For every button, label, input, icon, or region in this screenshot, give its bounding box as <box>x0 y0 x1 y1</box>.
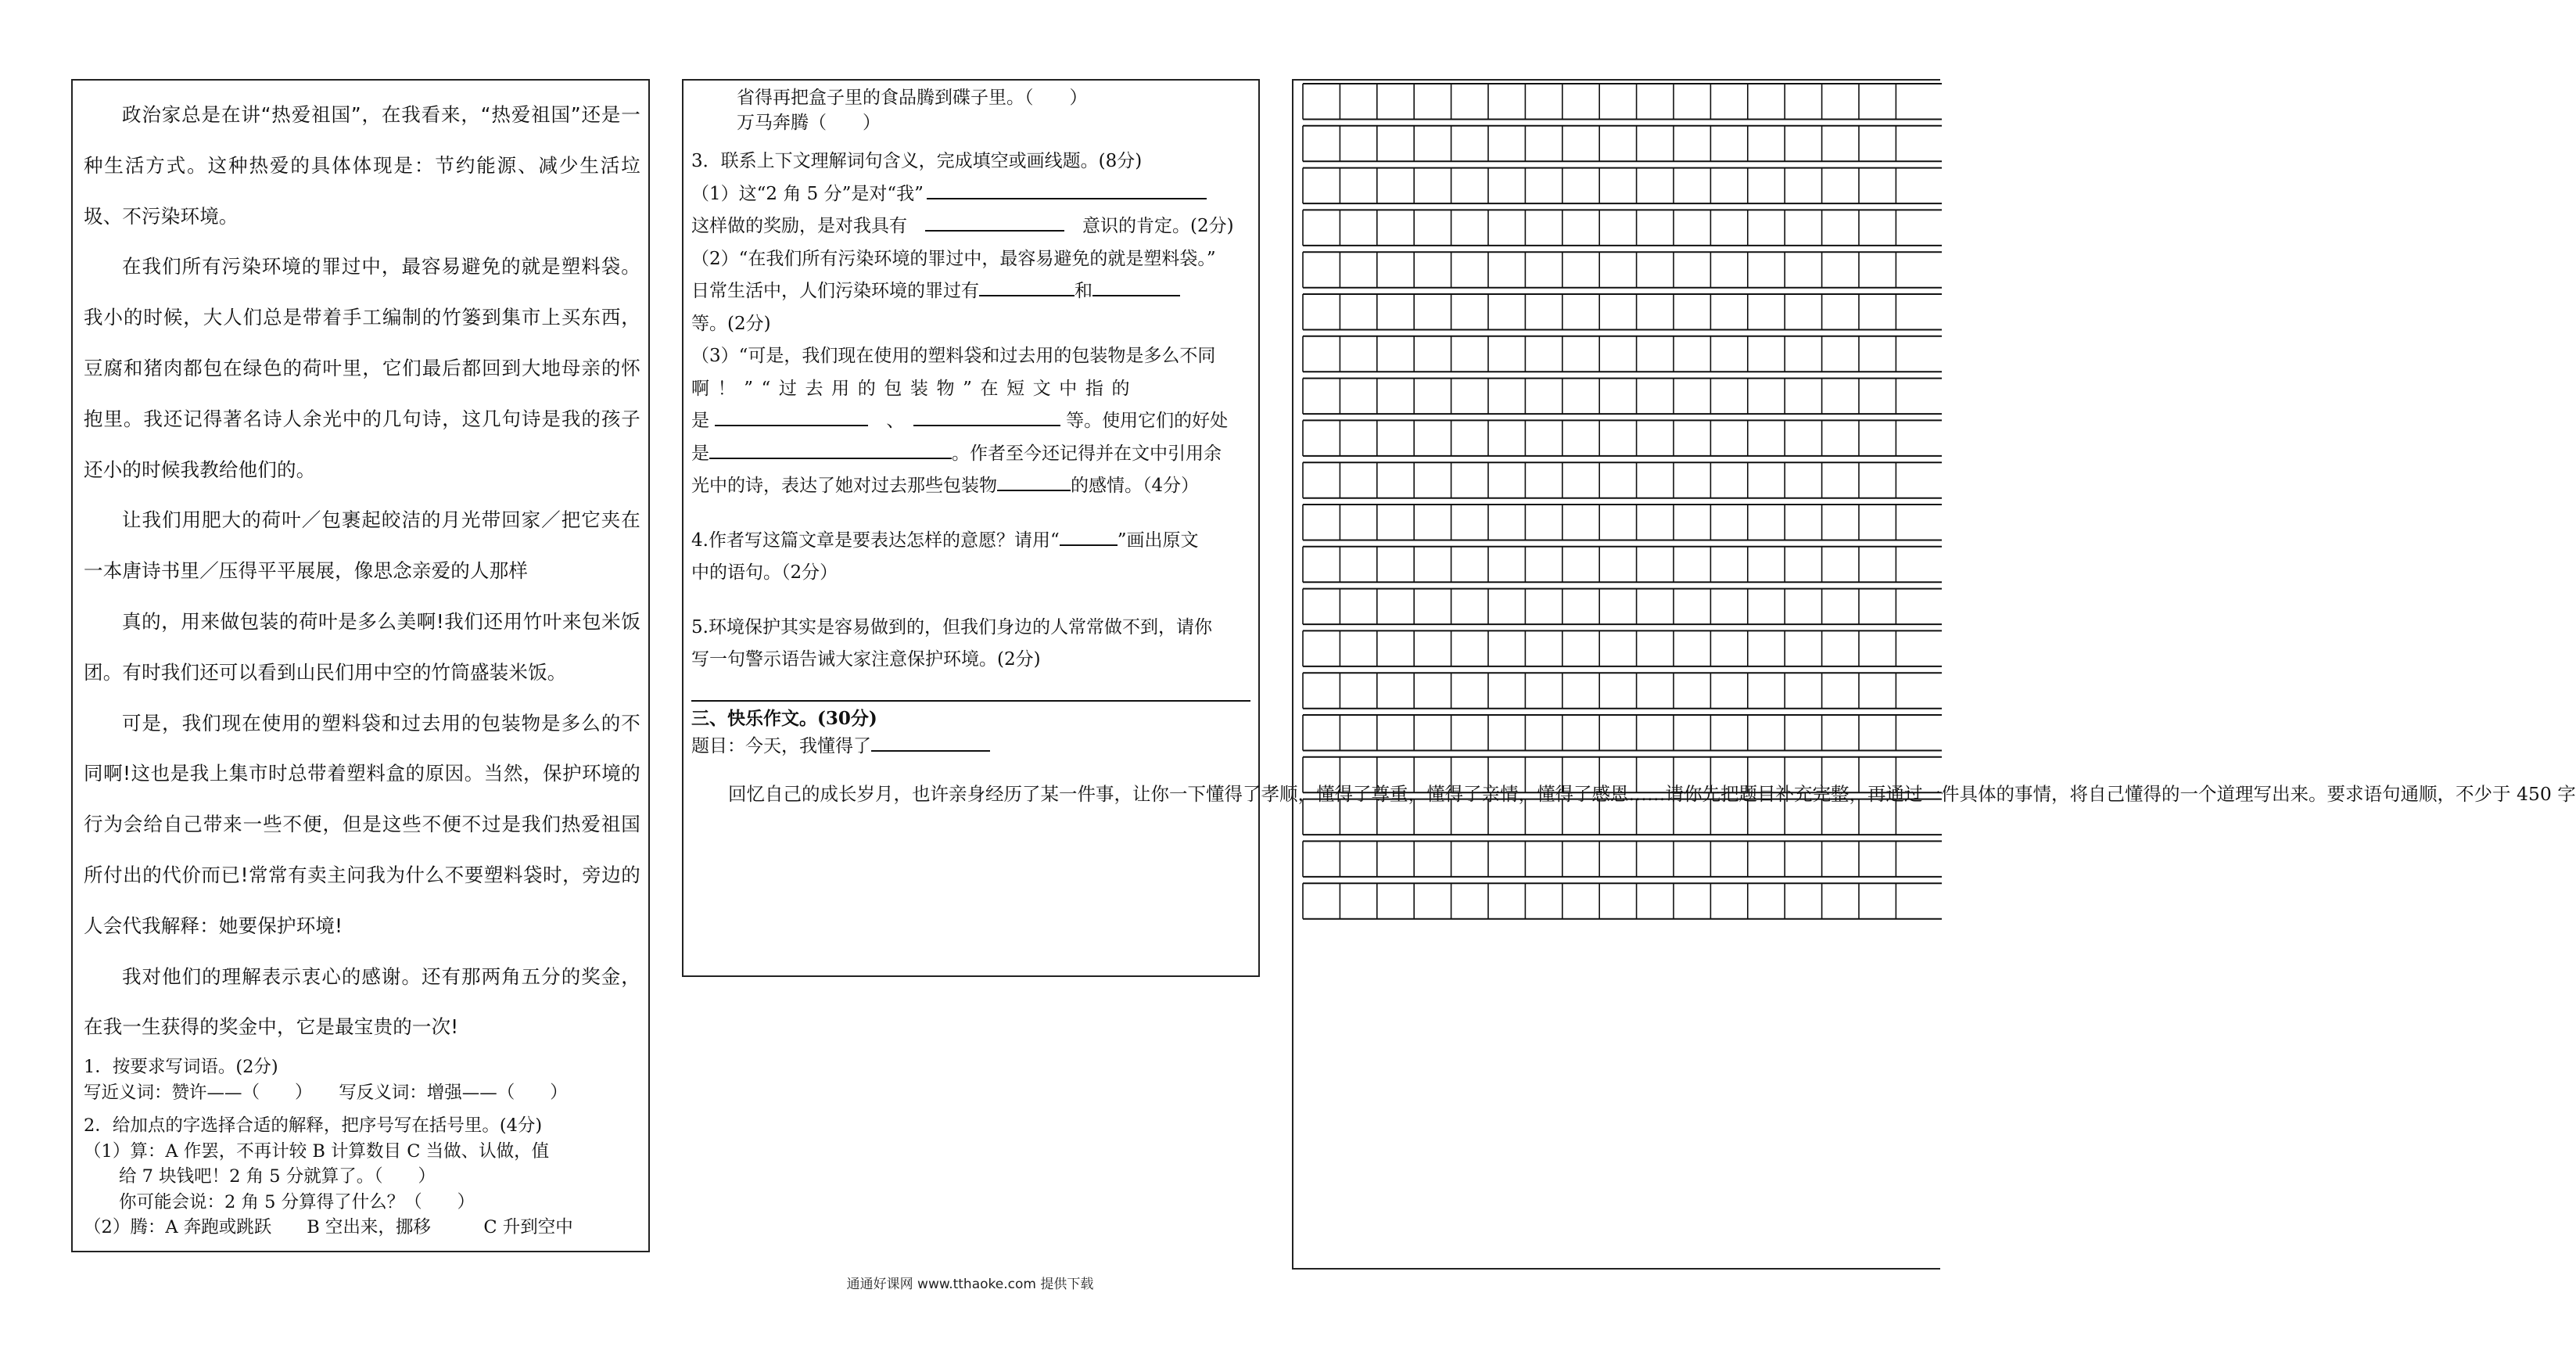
q3-title: 3．联系上下文理解词句含义，完成填空或画线题。(8分) <box>691 151 1143 171</box>
answer-blank[interactable] <box>927 179 1207 199</box>
essay-topic-text: 题目：今天，我懂得了 <box>691 735 871 756</box>
q3-2-text: 和 <box>1075 281 1092 301</box>
q3-1-line-b <box>691 210 1250 243</box>
q2-line-2: 给 7 块钱吧！2 角 5 分就算了。（ ） <box>84 1166 436 1187</box>
grid-row[interactable] <box>1303 379 1942 414</box>
passage <box>84 90 640 1053</box>
q3-3-text: 光中的诗，表达了她对过去那些包装物 <box>691 476 997 496</box>
grid-row[interactable] <box>1303 505 1942 541</box>
grid-row[interactable] <box>1303 168 1942 204</box>
passage-paragraph: 在我们所有污染环境的罪过中，最容易避免的就是塑料袋。我小的时候，大人们总是带着手工编制的竹篓到集市上买东西，豆腐和猪肉都包在绿色的荷叶里，它们最后都回到大地母亲的怀抱里。我还记得著名诗人余光中的几句诗，这几句诗是我的孩子还小的时候我教给他们的。 <box>84 255 640 481</box>
passage-paragraph: 可是，我们现在使用的塑料袋和过去用的包装物是多么的不同啊!这也是我上集市时总带着塑料盒的原因。当然，保护环境的行为会给自己带来一些不便，但是这些不便不过是我们热爱祖国所付出的代价而已!常常有卖主问我为什么不要塑料袋时，旁边的人会代我解释：她要保护环境! <box>84 711 640 937</box>
answer-blank[interactable] <box>979 276 1075 296</box>
grid-row[interactable] <box>1303 757 1942 793</box>
q3-2-line-b <box>691 275 1250 308</box>
q3-2-line-c: 等。(2分) <box>691 313 771 334</box>
q2-continued-1: 省得再把盒子里的食品腾到碟子里。（ ） <box>737 88 1088 108</box>
grid-row[interactable] <box>1303 294 1942 330</box>
essay-topic <box>691 731 1250 759</box>
footer-credit: 通通好课网 www.tthaoke.com 提供下载 <box>846 1277 1094 1292</box>
grid-row[interactable] <box>1303 84 1942 120</box>
grid-row[interactable] <box>1303 126 1942 162</box>
passage-paragraph: 政治家总是在讲“热爱祖国”，在我看来，“热爱祖国”还是一种生活方式。这种热爱的具体体现是：节约能源、减少生活垃圾、不污染环境。 <box>84 103 640 228</box>
questions-1-2 <box>84 1054 640 1241</box>
q3-3-text: 。作者至今还记得并在文中引用余 <box>952 443 1222 464</box>
q1-title: 1．按要求写词语。(2分) <box>84 1057 278 1078</box>
q4-text: 4.作者写这篇文章是要表达怎样的意愿？请用“ <box>691 530 1060 551</box>
q2-line-4: （2）腾：A 奔跑或跳跃 B 空出来，挪移 C 升到空中 <box>84 1217 573 1238</box>
q3-1-text: 意识的肯定。(2分) <box>1082 216 1234 236</box>
q3-1-line-a <box>691 178 1250 211</box>
grid-row[interactable] <box>1303 673 1942 709</box>
q3-1-text: 这样做的奖励，是对我具有 <box>691 216 907 236</box>
reading-passage-column <box>71 79 650 1252</box>
q3-3-text: 是 <box>691 443 709 464</box>
q3-3-text: 是 <box>691 411 709 431</box>
section-divider <box>691 700 1250 702</box>
q5-line-a: 5.环境保护其实是容易做到的，但我们身边的人常常做不到，请你 <box>691 616 1212 638</box>
answer-blank[interactable] <box>1092 276 1180 296</box>
grid-row[interactable] <box>1303 336 1942 372</box>
passage-paragraph: 让我们用肥大的荷叶／包裹起皎洁的月光带回家／把它夹在一本唐诗书里／压得平平展展，像思念亲爱的人那样 <box>84 508 640 583</box>
q2-title: 2．给加点的字选择合适的解释，把序号写在括号里。(4分) <box>84 1115 543 1137</box>
q3-2-line-a: （2）“在我们所有污染环境的罪过中，最容易避免的就是塑料袋。” <box>691 248 1216 269</box>
q3-3-text: 、 <box>886 411 895 431</box>
q3-3-line-d <box>691 438 1250 471</box>
q3-3-text: 的感情。（4分） <box>1071 476 1200 496</box>
answer-blank[interactable] <box>871 731 990 752</box>
answer-blank[interactable] <box>715 406 868 426</box>
grid-row[interactable] <box>1303 589 1942 625</box>
underline-sample <box>1060 526 1118 546</box>
answer-blank[interactable] <box>709 439 952 459</box>
q4-line-b: 中的语句。（2分） <box>691 562 838 583</box>
grid-row[interactable] <box>1303 420 1942 456</box>
q3-3-line-e <box>691 470 1250 503</box>
q2-line-1: （1）算：A 作罢，不再计较 B 计算数目 C 当做、认做，值 <box>84 1140 550 1162</box>
grid-row[interactable] <box>1303 462 1942 498</box>
answer-blank[interactable] <box>997 471 1071 491</box>
section-title: 三、快乐作文。(30分) <box>691 707 877 729</box>
writing-grid[interactable] <box>1292 79 1940 1270</box>
q5-line-b: 写一句警示语告诫大家注意保护环境。(2分) <box>691 649 1041 670</box>
q2-continued-2: 万马奔腾（ ） <box>737 112 881 133</box>
grid-row[interactable] <box>1303 841 1942 877</box>
q3-3-text: 等。使用它们的好处 <box>1066 411 1229 431</box>
q1-line: 写近义词：赞许——（ ） 写反义词：增强——（ ） <box>84 1082 568 1103</box>
grid-row[interactable] <box>1303 799 1942 835</box>
grid-row[interactable] <box>1303 210 1942 246</box>
answer-blank[interactable] <box>913 406 1060 426</box>
grid-row[interactable] <box>1303 715 1942 751</box>
q3-3-line-b: 啊！”“过去用的包装物”在短文中指的 <box>691 378 1139 399</box>
q3-2-text: 日常生活中，人们污染环境的罪过有 <box>691 281 979 301</box>
answer-blank[interactable] <box>925 211 1064 232</box>
grid-row[interactable] <box>1303 252 1942 288</box>
essay-prompt: 回忆自己的成长岁月，也许亲身经历了某一件事，让你一下懂得了孝顺，懂得了尊重，懂得了亲情，懂得了感恩……请你先把题目补充完整，再通过一件具体的事情，将自己懂得的一个道理写出来。要求语句通顺，不少于 450 字 <box>728 782 2576 805</box>
grid-row[interactable] <box>1303 883 1942 919</box>
grid-row[interactable] <box>1303 547 1942 583</box>
q4-line-a <box>691 525 1250 558</box>
passage-paragraph: 真的，用来做包装的荷叶是多么美啊!我们还用竹叶来包米饭团。有时我们还可以看到山民们用中空的竹筒盛装米饭。 <box>84 609 640 684</box>
questions-column <box>682 79 2576 977</box>
q4-text: ”画出原文 <box>1117 530 1199 551</box>
q3-3-line-c <box>691 405 1250 438</box>
q3-3-line-a: （3）“可是，我们现在使用的塑料袋和过去用的包装物是多么不同 <box>691 346 1216 366</box>
passage-paragraph: 我对他们的理解表示衷心的感谢。还有那两角五分的奖金，在我一生获得的奖金中，它是最宝贵的一次! <box>84 964 640 1039</box>
q2-line-3: 你可能会说：2 角 5 分算得了什么？（ ） <box>84 1191 475 1212</box>
grid-row[interactable] <box>1303 630 1942 666</box>
q3-1-text: （1）这“2 角 5 分”是对“我” <box>691 183 924 204</box>
